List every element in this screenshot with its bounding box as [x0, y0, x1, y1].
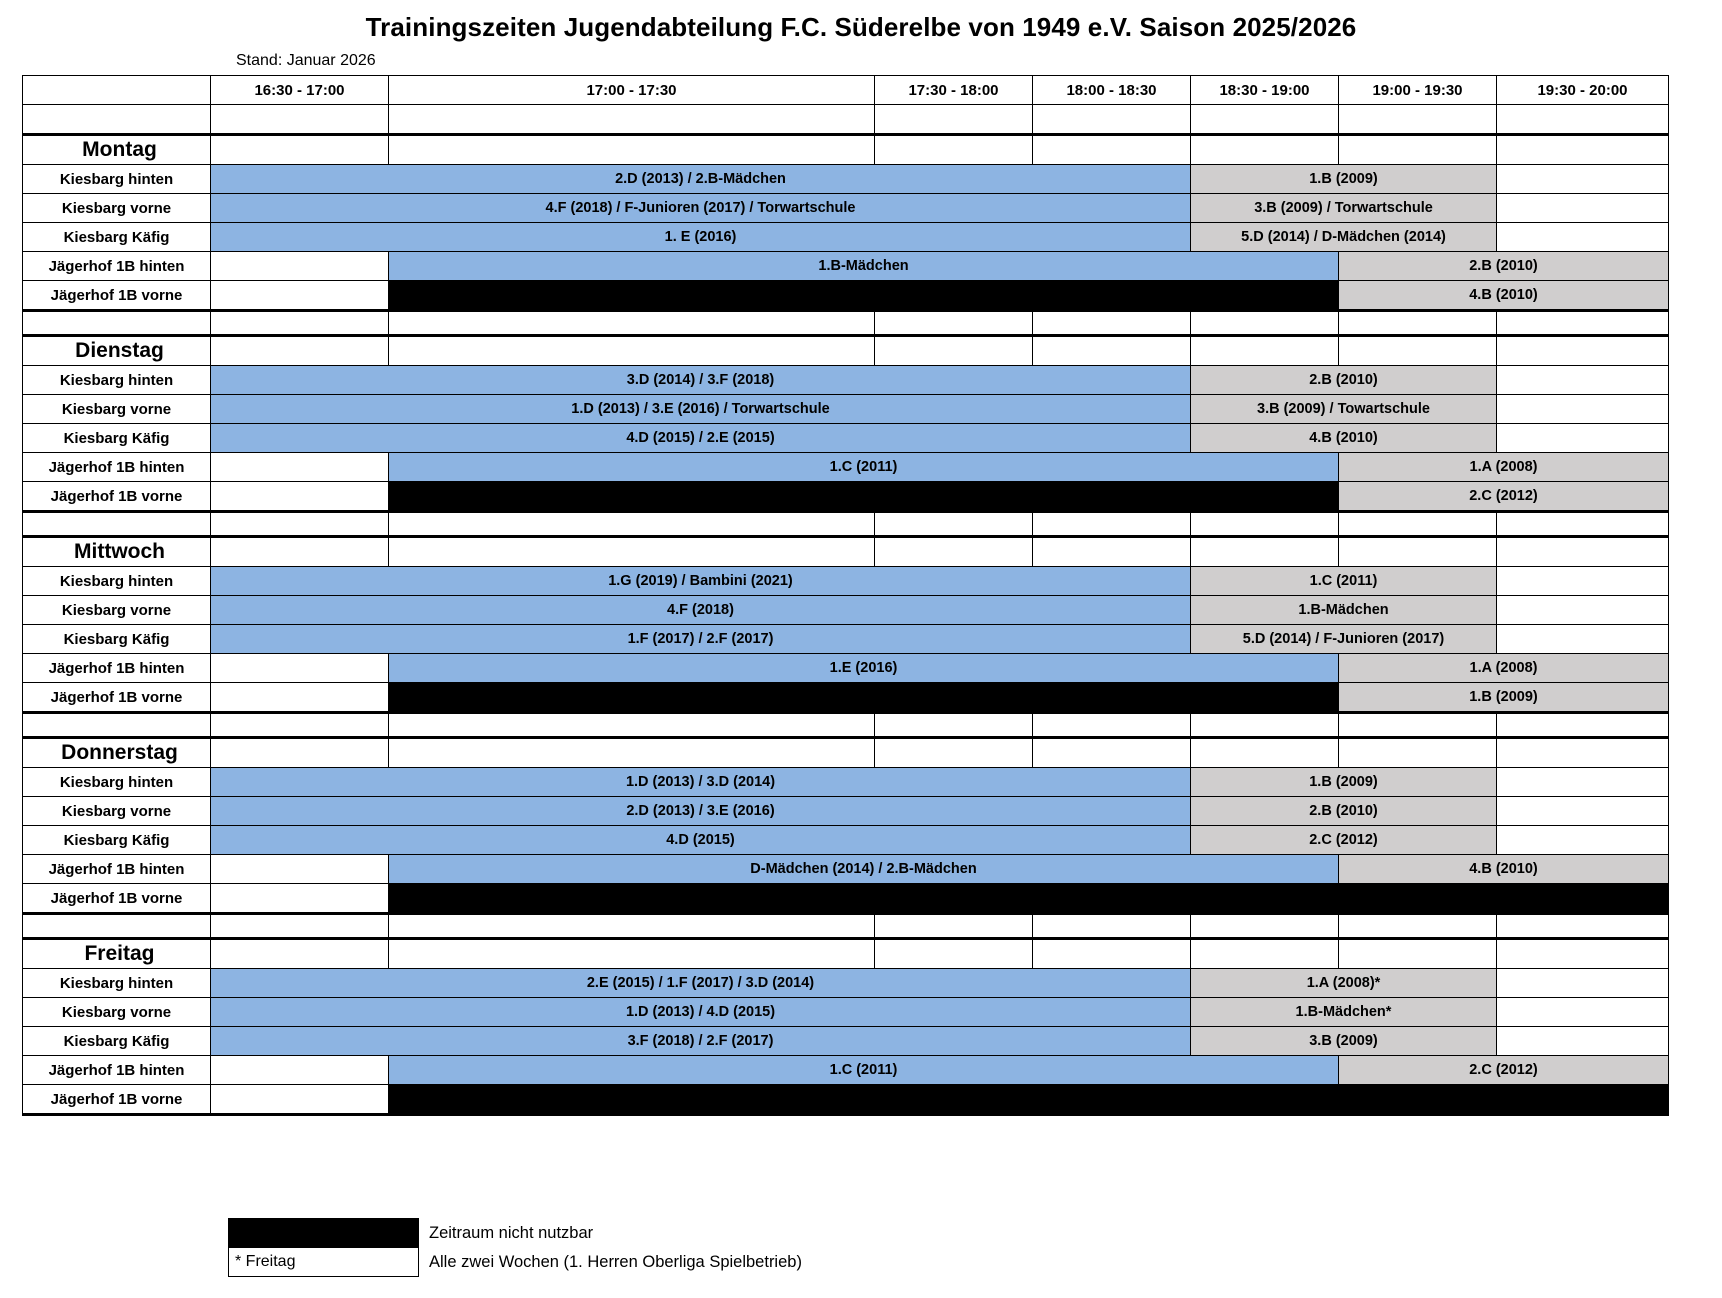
spacer-cell: [211, 311, 389, 336]
spacer-cell: [1191, 105, 1339, 135]
room-label-jaegerhof-vorne: Jägerhof 1B vorne: [23, 482, 211, 512]
room-label-kiesbarg-kaefig: Kiesbarg Käfig: [23, 223, 211, 252]
slot-freitag-hinten-empty: [1497, 969, 1669, 998]
slot-dienstag-vorne-blue: 1.D (2013) / 3.E (2016) / Torwartschule: [211, 395, 1191, 424]
spacer-cell: [389, 512, 875, 537]
spacer-cell: [875, 713, 1033, 738]
day-spacer-row: [23, 311, 1669, 336]
table-row: [23, 855, 1669, 884]
slot-mittwoch-kaefig-blue: 1.F (2017) / 2.F (2017): [211, 625, 1191, 654]
slot-dienstag-jh-vorne-blocked: [389, 482, 1339, 512]
table-row: [23, 1056, 1669, 1085]
slot-freitag-vorne-grey: 1.B-Mädchen*: [1191, 998, 1497, 1027]
day-empty-cell: [389, 336, 875, 366]
slot-montag-jh-vorne-empty: [211, 281, 389, 311]
slot-montag-jh-vorne-grey: 4.B (2010): [1339, 281, 1669, 311]
slot-donnerstag-hinten-grey: 1.B (2009): [1191, 768, 1497, 797]
spacer-cell: [1033, 105, 1191, 135]
room-label-jaegerhof-hinten: Jägerhof 1B hinten: [23, 855, 211, 884]
spacer-cell: [875, 105, 1033, 135]
slot-montag-jh-hinten-blue: 1.B-Mädchen: [389, 252, 1339, 281]
room-label-kiesbarg-vorne: Kiesbarg vorne: [23, 395, 211, 424]
spacer-cell: [1497, 512, 1669, 537]
spacer-cell: [1497, 914, 1669, 939]
slot-freitag-jh-vorne-empty: [211, 1085, 389, 1115]
table-row: [23, 223, 1669, 252]
room-label-kiesbarg-kaefig: Kiesbarg Käfig: [23, 424, 211, 453]
legend-row-biweekly: [229, 1248, 803, 1277]
column-header-1700: 17:00 - 17:30: [389, 76, 875, 105]
day-empty-cell: [211, 738, 389, 768]
slot-donnerstag-jh-hinten-empty: [211, 855, 389, 884]
spacer-cell: [211, 914, 389, 939]
table-header-row: [23, 76, 1669, 105]
slot-dienstag-vorne-grey: 3.B (2009) / Towartschule: [1191, 395, 1497, 424]
day-empty-cell: [1497, 939, 1669, 969]
table-row: [23, 654, 1669, 683]
day-label-donnerstag: Donnerstag: [23, 738, 211, 768]
table-row: [23, 482, 1669, 512]
day-empty-cell: [1497, 336, 1669, 366]
slot-mittwoch-jh-hinten-blue: 1.E (2016): [389, 654, 1339, 683]
day-empty-cell: [211, 537, 389, 567]
slot-freitag-hinten-blue: 2.E (2015) / 1.F (2017) / 3.D (2014): [211, 969, 1191, 998]
slot-donnerstag-vorne-empty: [1497, 797, 1669, 826]
slot-mittwoch-jh-vorne-empty: [211, 683, 389, 713]
slot-mittwoch-jh-vorne-grey: 1.B (2009): [1339, 683, 1669, 713]
spacer-cell: [211, 512, 389, 537]
table-row: [23, 395, 1669, 424]
slot-freitag-hinten-grey: 1.A (2008)*: [1191, 969, 1497, 998]
day-empty-cell: [1191, 738, 1339, 768]
spacer-cell: [1191, 311, 1339, 336]
spacer-cell: [875, 512, 1033, 537]
spacer-cell: [1191, 914, 1339, 939]
day-empty-cell: [1339, 939, 1497, 969]
room-label-jaegerhof-vorne: Jägerhof 1B vorne: [23, 884, 211, 914]
slot-dienstag-jh-hinten-blue: 1.C (2011): [389, 453, 1339, 482]
column-header-1800: 18:00 - 18:30: [1033, 76, 1191, 105]
spacer-cell: [389, 713, 875, 738]
slot-donnerstag-vorne-blue: 2.D (2013) / 3.E (2016): [211, 797, 1191, 826]
slot-dienstag-hinten-empty: [1497, 366, 1669, 395]
slot-freitag-jh-hinten-blue: 1.C (2011): [389, 1056, 1339, 1085]
slot-donnerstag-kaefig-blue: 4.D (2015): [211, 826, 1191, 855]
spacer-cell: [1339, 512, 1497, 537]
room-label-jaegerhof-hinten: Jägerhof 1B hinten: [23, 1056, 211, 1085]
room-label-kiesbarg-hinten: Kiesbarg hinten: [23, 366, 211, 395]
day-empty-cell: [389, 939, 875, 969]
legend-row-blocked: [229, 1219, 803, 1248]
spacer-cell: [875, 311, 1033, 336]
day-row-donnerstag: [23, 738, 1669, 768]
day-label-mittwoch: Mittwoch: [23, 537, 211, 567]
spacer-cell: [389, 311, 875, 336]
slot-dienstag-jh-vorne-grey: 2.C (2012): [1339, 482, 1669, 512]
day-empty-cell: [875, 135, 1033, 165]
spacer-cell: [1191, 512, 1339, 537]
room-label-jaegerhof-hinten: Jägerhof 1B hinten: [23, 654, 211, 683]
room-label-jaegerhof-hinten: Jägerhof 1B hinten: [23, 453, 211, 482]
slot-mittwoch-jh-vorne-blocked: [389, 683, 1339, 713]
day-empty-cell: [875, 336, 1033, 366]
slot-montag-kaefig-grey: 5.D (2014) / D-Mädchen (2014): [1191, 223, 1497, 252]
slot-dienstag-jh-hinten-empty: [211, 453, 389, 482]
room-label-jaegerhof-hinten: Jägerhof 1B hinten: [23, 252, 211, 281]
legend-label-biweekly: Alle zwei Wochen (1. Herren Oberliga Spielbetrieb): [429, 1252, 802, 1271]
column-header-1730: 17:30 - 18:00: [875, 76, 1033, 105]
day-empty-cell: [1497, 738, 1669, 768]
slot-dienstag-kaefig-empty: [1497, 424, 1669, 453]
day-spacer-row: [23, 914, 1669, 939]
slot-montag-hinten-blue: 2.D (2013) / 2.B-Mädchen: [211, 165, 1191, 194]
day-spacer-row: [23, 713, 1669, 738]
room-label-kiesbarg-vorne: Kiesbarg vorne: [23, 596, 211, 625]
table-row: [23, 567, 1669, 596]
slot-mittwoch-vorne-blue: 4.F (2018): [211, 596, 1191, 625]
spacer-cell: [875, 914, 1033, 939]
day-empty-cell: [1339, 537, 1497, 567]
day-empty-cell: [211, 336, 389, 366]
spacer-cell: [1191, 713, 1339, 738]
slot-dienstag-hinten-grey: 2.B (2010): [1191, 366, 1497, 395]
spacer-cell: [1033, 311, 1191, 336]
slot-montag-jh-vorne-blocked: [389, 281, 1339, 311]
slot-donnerstag-jh-vorne-empty: [211, 884, 389, 914]
table-row: [23, 165, 1669, 194]
spacer-cell: [389, 914, 875, 939]
day-empty-cell: [875, 939, 1033, 969]
room-label-kiesbarg-hinten: Kiesbarg hinten: [23, 567, 211, 596]
legend: [228, 1218, 803, 1277]
slot-freitag-jh-vorne-blocked: [389, 1085, 1669, 1115]
day-label-montag: Montag: [23, 135, 211, 165]
slot-montag-jh-hinten-empty: [211, 252, 389, 281]
day-empty-cell: [211, 135, 389, 165]
day-label-freitag: Freitag: [23, 939, 211, 969]
day-empty-cell: [1191, 336, 1339, 366]
slot-freitag-jh-hinten-empty: [211, 1056, 389, 1085]
day-empty-cell: [1497, 537, 1669, 567]
day-row-freitag: [23, 939, 1669, 969]
table-row: [23, 424, 1669, 453]
room-label-jaegerhof-vorne: Jägerhof 1B vorne: [23, 683, 211, 713]
slot-montag-jh-hinten-grey: 2.B (2010): [1339, 252, 1669, 281]
day-row-montag: [23, 135, 1669, 165]
slot-mittwoch-kaefig-grey: 5.D (2014) / F-Junioren (2017): [1191, 625, 1497, 654]
slot-dienstag-jh-vorne-empty: [211, 482, 389, 512]
slot-mittwoch-hinten-grey: 1.C (2011): [1191, 567, 1497, 596]
slot-mittwoch-jh-hinten-empty: [211, 654, 389, 683]
spacer-cell: [211, 105, 389, 135]
slot-donnerstag-jh-vorne-blocked: [389, 884, 1669, 914]
day-empty-cell: [1497, 135, 1669, 165]
day-row-mittwoch: [23, 537, 1669, 567]
room-label-kiesbarg-kaefig: Kiesbarg Käfig: [23, 1027, 211, 1056]
slot-donnerstag-hinten-empty: [1497, 768, 1669, 797]
table-row: [23, 826, 1669, 855]
day-empty-cell: [1339, 336, 1497, 366]
spacer-cell: [1497, 105, 1669, 135]
day-empty-cell: [1339, 738, 1497, 768]
spacer-cell: [1339, 914, 1497, 939]
day-spacer-row: [23, 512, 1669, 537]
spacer-cell: [1339, 311, 1497, 336]
table-row: [23, 1027, 1669, 1056]
table-row: [23, 683, 1669, 713]
table-row: [23, 1085, 1669, 1115]
slot-dienstag-kaefig-grey: 4.B (2010): [1191, 424, 1497, 453]
column-header-1630: 16:30 - 17:00: [211, 76, 389, 105]
room-label-kiesbarg-hinten: Kiesbarg hinten: [23, 768, 211, 797]
day-empty-cell: [1033, 738, 1191, 768]
spacer-cell: [1033, 914, 1191, 939]
room-label-jaegerhof-vorne: Jägerhof 1B vorne: [23, 281, 211, 311]
room-label-kiesbarg-hinten: Kiesbarg hinten: [23, 969, 211, 998]
spacer-cell: [1497, 713, 1669, 738]
day-empty-cell: [875, 738, 1033, 768]
spacer-cell: [1033, 512, 1191, 537]
day-empty-cell: [211, 939, 389, 969]
slot-freitag-kaefig-blue: 3.F (2018) / 2.F (2017): [211, 1027, 1191, 1056]
spacer-cell: [389, 105, 875, 135]
spacer-cell: [23, 914, 211, 939]
spacer-cell: [1339, 105, 1497, 135]
slot-dienstag-jh-hinten-grey: 1.A (2008): [1339, 453, 1669, 482]
slot-mittwoch-jh-hinten-grey: 1.A (2008): [1339, 654, 1669, 683]
day-empty-cell: [1191, 537, 1339, 567]
spacer-cell: [1339, 713, 1497, 738]
spacer-cell: [23, 311, 211, 336]
slot-donnerstag-jh-hinten-blue: D-Mädchen (2014) / 2.B-Mädchen: [389, 855, 1339, 884]
slot-freitag-kaefig-empty: [1497, 1027, 1669, 1056]
slot-freitag-jh-hinten-grey: 2.C (2012): [1339, 1056, 1669, 1085]
day-empty-cell: [1033, 939, 1191, 969]
slot-mittwoch-vorne-empty: [1497, 596, 1669, 625]
slot-montag-vorne-blue: 4.F (2018) / F-Junioren (2017) / Torwartschule: [211, 194, 1191, 223]
day-empty-cell: [389, 738, 875, 768]
slot-mittwoch-kaefig-empty: [1497, 625, 1669, 654]
slot-freitag-vorne-blue: 1.D (2013) / 4.D (2015): [211, 998, 1191, 1027]
day-empty-cell: [389, 135, 875, 165]
header-corner: [23, 76, 211, 105]
column-header-1930: 19:30 - 20:00: [1497, 76, 1669, 105]
slot-donnerstag-hinten-blue: 1.D (2013) / 3.D (2014): [211, 768, 1191, 797]
legend-label-blocked: Zeitraum nicht nutzbar: [429, 1223, 594, 1242]
spacer-cell: [23, 105, 211, 135]
day-row-dienstag: [23, 336, 1669, 366]
spacer-cell: [23, 512, 211, 537]
room-label-kiesbarg-kaefig: Kiesbarg Käfig: [23, 625, 211, 654]
schedule-table: [22, 75, 1669, 1116]
day-empty-cell: [1033, 336, 1191, 366]
room-label-kiesbarg-kaefig: Kiesbarg Käfig: [23, 826, 211, 855]
slot-freitag-vorne-empty: [1497, 998, 1669, 1027]
day-empty-cell: [1191, 135, 1339, 165]
table-row: [23, 366, 1669, 395]
table-row: [23, 596, 1669, 625]
legend-swatch-blocked: [229, 1219, 419, 1248]
table-row: [23, 281, 1669, 311]
room-label-kiesbarg-vorne: Kiesbarg vorne: [23, 797, 211, 826]
slot-mittwoch-hinten-blue: 1.G (2019) / Bambini (2021): [211, 567, 1191, 596]
room-label-kiesbarg-vorne: Kiesbarg vorne: [23, 998, 211, 1027]
day-empty-cell: [389, 537, 875, 567]
stand-date: Stand: Januar 2026: [236, 52, 376, 69]
room-label-kiesbarg-hinten: Kiesbarg hinten: [23, 165, 211, 194]
table-row: [23, 453, 1669, 482]
day-empty-cell: [1033, 135, 1191, 165]
table-row: [23, 194, 1669, 223]
day-empty-cell: [1339, 135, 1497, 165]
slot-dienstag-vorne-empty: [1497, 395, 1669, 424]
table-row: [23, 625, 1669, 654]
day-empty-cell: [1191, 939, 1339, 969]
slot-montag-vorne-empty: [1497, 194, 1669, 223]
slot-montag-hinten-empty: [1497, 165, 1669, 194]
slot-montag-kaefig-blue: 1. E (2016): [211, 223, 1191, 252]
header-spacer-row: [23, 105, 1669, 135]
spacer-cell: [23, 713, 211, 738]
legend-swatch-biweekly: * Freitag: [229, 1248, 419, 1277]
slot-montag-hinten-grey: 1.B (2009): [1191, 165, 1497, 194]
slot-donnerstag-jh-hinten-grey: 4.B (2010): [1339, 855, 1669, 884]
slot-mittwoch-vorne-grey: 1.B-Mädchen: [1191, 596, 1497, 625]
table-row: [23, 884, 1669, 914]
slot-montag-kaefig-empty: [1497, 223, 1669, 252]
slot-dienstag-hinten-blue: 3.D (2014) / 3.F (2018): [211, 366, 1191, 395]
slot-montag-vorne-grey: 3.B (2009) / Torwartschule: [1191, 194, 1497, 223]
slot-freitag-kaefig-grey: 3.B (2009): [1191, 1027, 1497, 1056]
table-row: [23, 969, 1669, 998]
slot-dienstag-kaefig-blue: 4.D (2015) / 2.E (2015): [211, 424, 1191, 453]
slot-donnerstag-vorne-grey: 2.B (2010): [1191, 797, 1497, 826]
table-row: [23, 998, 1669, 1027]
day-empty-cell: [1033, 537, 1191, 567]
column-header-1900: 19:00 - 19:30: [1339, 76, 1497, 105]
table-row: [23, 797, 1669, 826]
day-label-dienstag: Dienstag: [23, 336, 211, 366]
page-title: Trainingszeiten Jugendabteilung F.C. Süderelbe von 1949 e.V. Saison 2025/2026: [365, 12, 1357, 42]
day-empty-cell: [875, 537, 1033, 567]
table-row: [23, 252, 1669, 281]
room-label-jaegerhof-vorne: Jägerhof 1B vorne: [23, 1085, 211, 1115]
room-label-kiesbarg-vorne: Kiesbarg vorne: [23, 194, 211, 223]
column-header-1830: 18:30 - 19:00: [1191, 76, 1339, 105]
spacer-cell: [1033, 713, 1191, 738]
spacer-cell: [211, 713, 389, 738]
slot-donnerstag-kaefig-empty: [1497, 826, 1669, 855]
slot-mittwoch-hinten-empty: [1497, 567, 1669, 596]
table-row: [23, 768, 1669, 797]
slot-donnerstag-kaefig-grey: 2.C (2012): [1191, 826, 1497, 855]
spacer-cell: [1497, 311, 1669, 336]
